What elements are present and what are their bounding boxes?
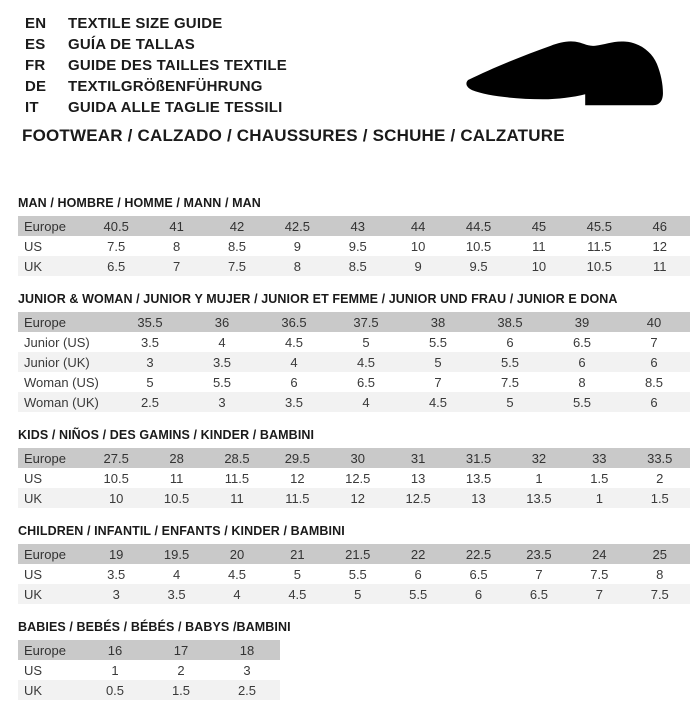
size-cell: 4.5 — [428, 394, 448, 410]
size-table — [18, 640, 280, 700]
table-title: BABIES / BEBÉS / BÉBÉS / BABYS /BAMBINI — [18, 620, 291, 634]
table-title: CHILDREN / INFANTIL / ENFANTS / KINDER / BAMBINI — [18, 524, 345, 538]
size-cell: 12.5 — [345, 470, 371, 486]
table-title: MAN / HOMBRE / HOMME / MANN / MAN — [18, 196, 261, 210]
table-title: KIDS / NIÑOS / DES GAMINS / KINDER / BAMBINI — [18, 428, 315, 442]
size-cell: 24 — [592, 546, 607, 562]
table-row — [18, 448, 690, 468]
language-title: GUIDA ALLE TAGLIE TESSILI — [68, 99, 283, 116]
row-label: US — [24, 662, 43, 678]
size-cell: 10 — [410, 238, 426, 254]
table-row — [18, 584, 690, 604]
size-cell: 33.5 — [647, 450, 673, 466]
size-cell: 4.5 — [288, 586, 307, 602]
size-cell: 13.5 — [465, 470, 492, 486]
size-cell: 4 — [290, 354, 298, 370]
size-cell: 44 — [410, 218, 426, 234]
row-label: US — [24, 470, 43, 486]
size-cell: 5 — [293, 566, 301, 582]
size-cell: 11 — [532, 238, 546, 254]
size-cell: 4 — [172, 566, 181, 582]
row-label: Europe — [24, 450, 66, 466]
size-cell: 6 — [578, 354, 586, 370]
size-cell: 5.5 — [348, 566, 367, 582]
size-cell: 7 — [434, 374, 442, 390]
size-cell: 1.5 — [650, 490, 669, 506]
row-label: Europe — [24, 642, 66, 658]
size-tables — [18, 196, 690, 716]
size-cell: 31.5 — [465, 450, 492, 466]
size-cell: 1 — [111, 662, 119, 678]
size-table — [18, 312, 690, 412]
size-cell: 11.5 — [285, 490, 310, 506]
size-cell: 12 — [652, 238, 667, 254]
language-code: FR — [25, 57, 46, 74]
size-cell: 7.5 — [500, 374, 520, 390]
size-cell: 10 — [531, 258, 547, 274]
size-cell: 37.5 — [353, 314, 379, 330]
size-cell: 8.5 — [644, 374, 664, 390]
table-row — [18, 468, 690, 488]
size-cell: 19 — [108, 546, 124, 562]
size-cell: 8.5 — [348, 258, 367, 274]
size-cell: 1 — [535, 470, 543, 486]
table-row — [18, 236, 690, 256]
size-cell: 5.5 — [500, 354, 520, 370]
row-label: US — [24, 566, 43, 582]
size-cell: 38.5 — [497, 314, 523, 330]
size-cell: 42.5 — [284, 218, 311, 234]
size-cell: 41 — [169, 218, 184, 234]
size-table-section — [18, 292, 690, 412]
category-heading: FOOTWEAR / CALZADO / CHAUSSURES / SCHUHE / CALZATURE — [22, 126, 565, 145]
size-cell: 3 — [218, 394, 226, 410]
size-cell: 6.5 — [356, 374, 376, 390]
size-cell: 6 — [474, 586, 483, 602]
size-cell: 6 — [650, 394, 658, 410]
size-cell: 18 — [239, 642, 255, 658]
size-cell: 17 — [173, 642, 189, 658]
size-cell: 35.5 — [137, 314, 163, 330]
size-cell: 4.5 — [356, 354, 376, 370]
size-cell: 7 — [535, 566, 543, 582]
size-cell: 3.5 — [212, 354, 232, 370]
size-cell: 12.5 — [405, 490, 431, 506]
size-cell: 45.5 — [586, 218, 612, 234]
size-cell: 2 — [656, 470, 664, 486]
size-cell: 3.5 — [140, 334, 160, 350]
row-label: Europe — [24, 546, 66, 562]
size-cell: 2.5 — [237, 682, 257, 698]
row-label: UK — [24, 586, 43, 602]
size-cell: 6 — [650, 354, 658, 370]
size-cell: 20 — [229, 546, 245, 562]
size-cell: 44.5 — [465, 218, 492, 234]
table-title: JUNIOR & WOMAN / JUNIOR Y MUJER / JUNIOR ET FEMME / JUNIOR UND FRAU / JUNIOR E DONA — [18, 292, 618, 306]
row-label: Woman (UK) — [24, 394, 99, 410]
language-title: GUÍA DE TALLAS — [68, 36, 195, 53]
size-table-section — [18, 620, 690, 700]
size-table — [18, 216, 690, 276]
size-cell: 11 — [653, 258, 667, 274]
size-cell: 5.5 — [428, 334, 448, 350]
size-cell: 9 — [293, 238, 301, 254]
size-cell: 45 — [531, 218, 547, 234]
size-cell: 7.5 — [650, 586, 669, 602]
size-cell: 5.5 — [409, 586, 428, 602]
size-cell: 7.5 — [107, 238, 126, 254]
size-cell: 29.5 — [284, 450, 311, 466]
size-cell: 10.5 — [163, 490, 190, 506]
size-cell: 27.5 — [103, 450, 129, 466]
table-row — [18, 660, 280, 680]
table-row — [18, 564, 690, 584]
row-label: Junior (UK) — [24, 354, 90, 370]
size-cell: 8.5 — [227, 238, 247, 254]
size-cell: 3 — [146, 354, 154, 370]
size-table-section — [18, 524, 690, 604]
language-title: GUIDE DES TAILLES TEXTILE — [68, 57, 287, 74]
size-table — [18, 544, 690, 604]
size-cell: 46 — [652, 218, 667, 234]
language-row — [25, 13, 287, 34]
size-cell: 3.5 — [284, 394, 304, 410]
size-cell: 10.5 — [465, 238, 492, 254]
size-cell: 10.5 — [586, 258, 612, 274]
size-cell: 5 — [354, 586, 362, 602]
size-cell: 31 — [410, 450, 426, 466]
size-cell: 12 — [350, 490, 365, 506]
size-cell: 2 — [177, 662, 185, 678]
size-cell: 6 — [290, 374, 298, 390]
size-cell: 9.5 — [348, 238, 367, 254]
language-code: EN — [25, 15, 47, 32]
language-row — [25, 97, 287, 118]
language-code: DE — [25, 78, 47, 95]
size-cell: 5.5 — [572, 394, 592, 410]
language-title: TEXTILE SIZE GUIDE — [68, 15, 223, 32]
size-cell: 4 — [362, 394, 370, 410]
size-cell: 33 — [592, 450, 607, 466]
row-label: UK — [24, 258, 43, 274]
size-cell: 11 — [230, 490, 244, 506]
size-cell: 0.5 — [105, 682, 125, 698]
language-row — [25, 34, 287, 55]
language-list — [25, 13, 287, 118]
table-row — [18, 488, 690, 508]
size-cell: 6 — [414, 566, 422, 582]
size-cell: 19.5 — [163, 546, 190, 562]
size-cell: 11.5 — [587, 238, 612, 254]
size-cell: 28.5 — [224, 450, 250, 466]
size-cell: 13.5 — [526, 490, 552, 506]
size-cell: 13 — [410, 470, 426, 486]
table-row — [18, 544, 690, 564]
size-cell: 5 — [506, 394, 514, 410]
size-cell: 25 — [652, 546, 667, 562]
size-cell: 7 — [595, 586, 603, 602]
table-row — [18, 640, 280, 660]
size-cell: 6.5 — [469, 566, 488, 582]
size-cell: 1 — [595, 490, 603, 506]
size-cell: 38 — [430, 314, 446, 330]
row-label: US — [24, 238, 43, 254]
size-cell: 9 — [414, 258, 422, 274]
row-label: Europe — [24, 314, 66, 330]
table-row — [18, 372, 690, 392]
size-cell: 5 — [434, 354, 442, 370]
size-cell: 8 — [293, 258, 301, 274]
size-cell: 4 — [218, 334, 226, 350]
size-table-section — [18, 428, 690, 508]
size-cell: 22.5 — [465, 546, 492, 562]
size-cell: 5 — [146, 374, 154, 390]
size-cell: 3 — [243, 662, 251, 678]
size-cell: 3.5 — [107, 566, 126, 582]
size-cell: 8 — [656, 566, 664, 582]
size-cell: 7 — [172, 258, 181, 274]
size-cell: 36 — [214, 314, 230, 330]
size-cell: 4.5 — [227, 566, 247, 582]
size-cell: 22 — [410, 546, 426, 562]
size-cell: 9.5 — [469, 258, 488, 274]
size-cell: 43 — [350, 218, 365, 234]
row-label: UK — [24, 490, 43, 506]
size-cell: 13 — [471, 490, 486, 506]
size-cell: 7 — [650, 334, 658, 350]
size-cell: 3.5 — [167, 586, 186, 602]
row-label: Junior (US) — [24, 334, 90, 350]
table-row — [18, 680, 280, 700]
size-cell: 7.5 — [227, 258, 247, 274]
size-cell: 42 — [229, 218, 245, 234]
size-cell: 6.5 — [572, 334, 592, 350]
size-cell: 6.5 — [107, 258, 126, 274]
row-label: UK — [24, 682, 43, 698]
size-cell: 10.5 — [103, 470, 129, 486]
size-cell: 21.5 — [345, 546, 371, 562]
table-row — [18, 216, 690, 236]
size-cell: 40 — [646, 314, 662, 330]
size-cell: 4.5 — [284, 334, 304, 350]
row-label: Europe — [24, 218, 66, 234]
size-cell: 8 — [578, 374, 586, 390]
size-table-section — [18, 196, 690, 276]
size-cell: 12 — [290, 470, 305, 486]
size-cell: 36.5 — [281, 314, 307, 330]
size-cell: 5 — [362, 334, 370, 350]
size-cell: 39 — [574, 314, 590, 330]
size-table — [18, 448, 690, 508]
size-cell: 16 — [107, 642, 123, 658]
size-cell: 32 — [531, 450, 547, 466]
size-cell: 8 — [172, 238, 181, 254]
size-cell: 6.5 — [529, 586, 548, 602]
language-row — [25, 55, 287, 76]
size-cell: 3 — [112, 586, 120, 602]
size-cell: 2.5 — [140, 394, 160, 410]
table-row — [18, 332, 690, 352]
size-cell: 10 — [108, 490, 124, 506]
table-row — [18, 256, 690, 276]
dress-shoe-icon — [462, 36, 668, 112]
language-code: ES — [25, 36, 46, 53]
size-cell: 11.5 — [224, 470, 250, 486]
size-cell: 11 — [169, 470, 184, 486]
size-cell: 40.5 — [103, 218, 129, 234]
size-cell: 7.5 — [590, 566, 609, 582]
table-row — [18, 392, 690, 412]
size-cell: 28 — [169, 450, 184, 466]
language-title: TEXTILGRÖßENFÜHRUNG — [68, 78, 263, 95]
size-cell: 21 — [290, 546, 305, 562]
size-cell: 30 — [350, 450, 365, 466]
language-row — [25, 76, 287, 97]
size-cell: 1.5 — [590, 470, 609, 486]
size-cell: 1.5 — [171, 682, 191, 698]
size-cell: 23.5 — [526, 546, 552, 562]
language-code: IT — [25, 99, 39, 116]
row-label: Woman (US) — [24, 374, 99, 390]
table-row — [18, 312, 690, 332]
size-cell: 6 — [506, 334, 514, 350]
table-row — [18, 352, 690, 372]
size-cell: 4 — [233, 586, 241, 602]
size-cell: 5.5 — [212, 374, 232, 390]
